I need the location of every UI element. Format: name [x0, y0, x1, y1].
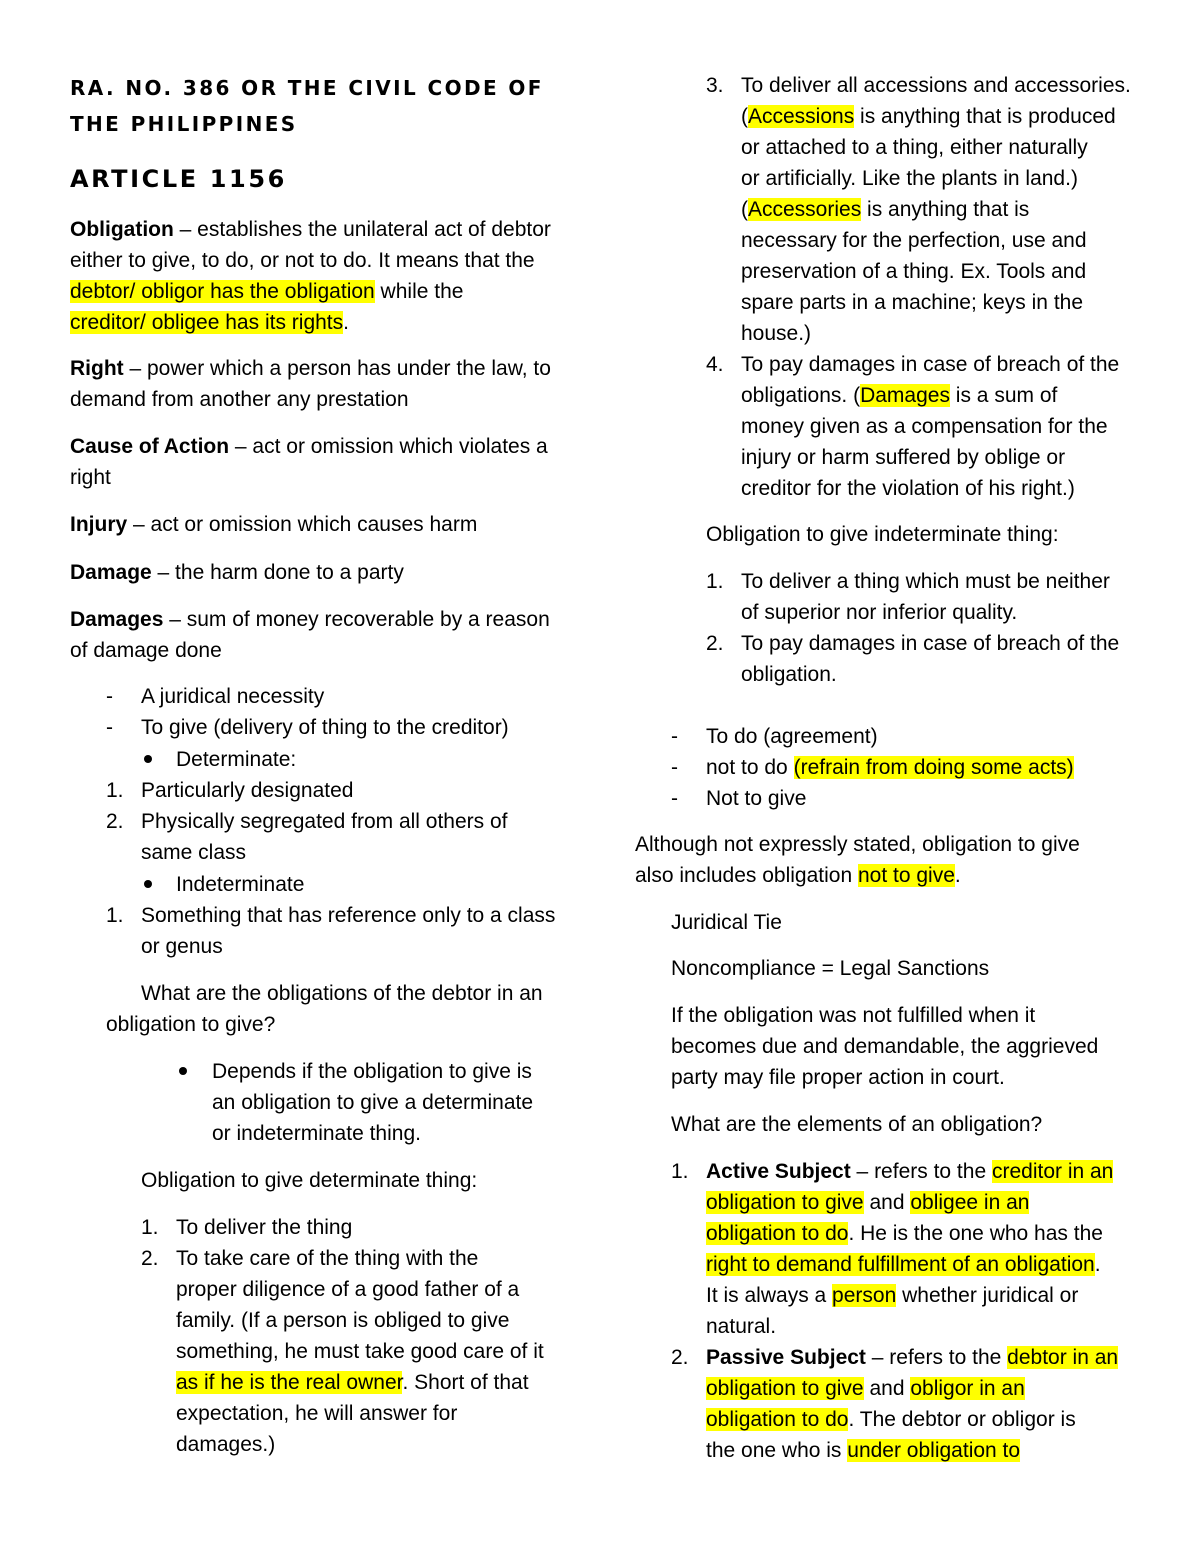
term-damage: Damage: [70, 561, 152, 584]
list-item: To deliver the thing: [176, 1216, 353, 1239]
right-definition-line-2: demand from another any prestation: [70, 388, 409, 411]
term-right: Right: [70, 357, 124, 380]
text: and: [863, 1191, 911, 1214]
text: . The debtor or obligor is: [848, 1408, 1076, 1431]
noncompliance: Noncompliance = Legal Sanctions: [671, 957, 990, 980]
depends-line-3: or indeterminate thing.: [212, 1122, 421, 1145]
damage-definition: [70, 557, 404, 588]
active-subject-line-2: [706, 1187, 1029, 1218]
right-definition-line-1: [70, 353, 551, 384]
text: and: [863, 1377, 911, 1400]
active-subject-line-1: [706, 1156, 1113, 1187]
list-item: To pay damages in case of breach of the: [741, 632, 1120, 655]
highlight-accessories: Accessories: [748, 198, 862, 221]
text: not to do: [706, 756, 794, 779]
text: – refers to the: [850, 1160, 992, 1183]
list-item-continuation: spare parts in a machine; keys in the: [741, 291, 1084, 314]
list-number: 1.: [106, 904, 124, 927]
dash-marker: -: [671, 787, 678, 810]
highlight-real-owner: as if he is the real owner: [176, 1371, 403, 1394]
text: .: [954, 864, 961, 887]
text: is anything that is produced: [854, 105, 1116, 128]
list-item: To pay damages in case of breach of the: [741, 353, 1120, 376]
passive-subject-line-3: [706, 1404, 1076, 1435]
list-number: 1.: [706, 570, 724, 593]
text: It is always a: [706, 1284, 833, 1307]
list-number: 2.: [706, 632, 724, 655]
passive-subject-line-1: [706, 1342, 1118, 1373]
dash-item: To give (delivery of thing to the creditor): [141, 716, 509, 739]
list-item-continuation: or attached to a thing, either naturally: [741, 136, 1088, 159]
article-heading: ARTICLE 1156: [70, 165, 287, 193]
text: (: [741, 198, 748, 221]
list-item: To deliver a thing which must be neither: [741, 570, 1110, 593]
indeterminate-label: Indeterminate: [176, 873, 305, 896]
highlight: creditor in an: [991, 1160, 1114, 1183]
depends-line-2: an obligation to give a determinate: [212, 1091, 534, 1114]
list-number: 4.: [706, 353, 724, 376]
list-item-continuation: [176, 1367, 529, 1398]
although-line-1: Although not expressly stated, obligation to give: [635, 833, 1080, 856]
text: . Short of that: [402, 1371, 529, 1394]
determinate-label: Determinate:: [176, 748, 297, 771]
bullet-icon: [144, 880, 152, 888]
list-item-continuation: [741, 101, 1116, 132]
if-obligation-line-2: becomes due and demandable, the aggrieved: [671, 1035, 1099, 1058]
term-damages: Damages: [70, 608, 164, 631]
list-item-continuation: or artificially. Like the plants in land.): [741, 167, 1078, 190]
highlight: person: [832, 1284, 897, 1307]
text: .: [343, 311, 349, 334]
dash-item: A juridical necessity: [141, 685, 325, 708]
text: is anything that is: [861, 198, 1030, 221]
text: . He is the one who has the: [848, 1222, 1103, 1245]
text: – act or omission which causes harm: [127, 513, 478, 536]
dash-item: Not to give: [706, 787, 807, 810]
cause-definition-line-1: [70, 431, 548, 462]
list-number: 1.: [106, 779, 124, 802]
list-item-continuation: something, he must take good care of it: [176, 1340, 544, 1363]
term-obligation: Obligation: [70, 218, 174, 241]
list-number: 1.: [671, 1160, 689, 1183]
depends-line-1: Depends if the obligation to give is: [212, 1060, 532, 1083]
highlight-refrain: (refrain from doing some acts): [793, 756, 1074, 779]
highlight: obligor in an: [910, 1377, 1025, 1400]
document-title-line-1: RA. NO. 386 OR THE CIVIL CODE OF: [70, 76, 544, 100]
list-item-continuation: necessary for the perfection, use and: [741, 229, 1087, 252]
highlight-not-to-give: not to give: [857, 864, 955, 887]
list-number: 2.: [671, 1346, 689, 1369]
although-line-2: [635, 860, 961, 891]
list-item: To deliver all accessions and accessories.: [741, 74, 1131, 97]
obligation-definition-line-4: [70, 307, 349, 338]
highlight: obligation to do: [706, 1222, 849, 1245]
list-item-continuation: family. (If a person is obliged to give: [176, 1309, 510, 1332]
list-item-continuation: proper diligence of a good father of a: [176, 1278, 520, 1301]
list-item-continuation: obligation.: [741, 663, 837, 686]
active-subject-line-4: [706, 1249, 1101, 1280]
highlight-accessions: Accessions: [748, 105, 855, 128]
text: also includes obligation: [635, 864, 858, 887]
cause-definition-line-2: right: [70, 466, 111, 489]
list-number: 3.: [706, 74, 724, 97]
juridical-tie: Juridical Tie: [671, 911, 782, 934]
highlight-creditor-obligee: creditor/ obligee has its rights: [70, 311, 344, 334]
dash-marker: -: [106, 716, 113, 739]
determinate-thing-heading: Obligation to give determinate thing:: [141, 1169, 478, 1192]
highlight: debtor in an: [1007, 1346, 1119, 1369]
active-subject-line-5: [706, 1280, 1078, 1311]
document-title-line-2: THE PHILIPPINES: [70, 112, 298, 136]
highlight: obligation to do: [706, 1408, 849, 1431]
term-active-subject: Active Subject: [706, 1160, 851, 1183]
list-item-continuation: same class: [141, 841, 247, 864]
text: the one who is: [706, 1439, 848, 1462]
dash-marker: -: [671, 725, 678, 748]
highlight: under obligation to: [847, 1439, 1021, 1462]
question-debtor-obligations-line-2: obligation to give?: [106, 1013, 276, 1036]
list-item: To take care of the thing with the: [176, 1247, 479, 1270]
list-number: 2.: [106, 810, 124, 833]
list-number: 1.: [141, 1216, 159, 1239]
term-passive-subject: Passive Subject: [706, 1346, 866, 1369]
list-item-continuation: [741, 380, 1057, 411]
injury-definition: [70, 509, 477, 540]
text: while the: [374, 280, 464, 303]
if-obligation-line-3: party may file proper action in court.: [671, 1066, 1005, 1089]
list-item: Particularly designated: [141, 779, 354, 802]
if-obligation-line-1: If the obligation was not fulfilled when it: [671, 1004, 1036, 1027]
text: – power which a person has under the law, to: [123, 357, 551, 380]
text: obligations. (: [741, 384, 861, 407]
list-item-continuation: injury or harm suffered by oblige or: [741, 446, 1066, 469]
list-item: Physically segregated from all others of: [141, 810, 508, 833]
text: (: [741, 105, 748, 128]
list-item-continuation: house.): [741, 322, 812, 345]
highlight: obligation to give: [706, 1377, 864, 1400]
list-item-continuation: creditor for the violation of his right.): [741, 477, 1075, 500]
active-subject-line-6: natural.: [706, 1315, 777, 1338]
highlight: obligee in an: [910, 1191, 1030, 1214]
term-injury: Injury: [70, 513, 128, 536]
dash-item: To do (agreement): [706, 725, 878, 748]
active-subject-line-3: [706, 1218, 1103, 1249]
list-item-continuation: [741, 194, 1029, 225]
bullet-icon: [179, 1067, 187, 1075]
damages-definition-line-1: [70, 604, 550, 635]
highlight: obligation to give: [706, 1191, 864, 1214]
text: is a sum of: [949, 384, 1058, 407]
highlight: right to demand fulfillment of an obligation: [706, 1253, 1095, 1276]
term-cause-of-action: Cause of Action: [70, 435, 230, 458]
dash-marker: -: [106, 685, 113, 708]
list-item-continuation: damages.): [176, 1433, 276, 1456]
question-debtor-obligations-line-1: What are the obligations of the debtor in an: [141, 982, 543, 1005]
text: – establishes the unilateral act of debtor: [173, 218, 551, 241]
obligation-definition-line-1: [70, 214, 551, 245]
obligation-definition-line-2: either to give, to do, or not to do. It means that the: [70, 249, 535, 272]
list-item-continuation: of superior nor inferior quality.: [741, 601, 1018, 624]
list-item-continuation: preservation of a thing. Ex. Tools and: [741, 260, 1087, 283]
list-item-continuation: or genus: [141, 935, 223, 958]
passive-subject-line-2: [706, 1373, 1025, 1404]
passive-subject-line-4: [706, 1435, 1020, 1466]
obligation-definition-line-3: [70, 276, 463, 307]
highlight-damages: Damages: [860, 384, 950, 407]
text: – the harm done to a party: [151, 561, 404, 584]
dash-marker: -: [671, 756, 678, 779]
bullet-icon: [144, 755, 152, 763]
text: – sum of money recoverable by a reason: [163, 608, 550, 631]
elements-question: What are the elements of an obligation?: [671, 1113, 1043, 1136]
text: whether juridical or: [896, 1284, 1079, 1307]
indeterminate-thing-heading: Obligation to give indeterminate thing:: [706, 523, 1059, 546]
highlight-debtor-obligor: debtor/ obligor has the obligation: [70, 280, 375, 303]
dash-item: [706, 752, 1074, 783]
text: – act or omission which violates a: [229, 435, 548, 458]
list-number: 2.: [141, 1247, 159, 1270]
list-item-continuation: expectation, he will answer for: [176, 1402, 458, 1425]
damages-definition-line-2: of damage done: [70, 639, 222, 662]
text: – refers to the: [865, 1346, 1008, 1369]
list-item: Something that has reference only to a class: [141, 904, 556, 927]
list-item-continuation: money given as a compensation for the: [741, 415, 1108, 438]
text: .: [1094, 1253, 1101, 1276]
